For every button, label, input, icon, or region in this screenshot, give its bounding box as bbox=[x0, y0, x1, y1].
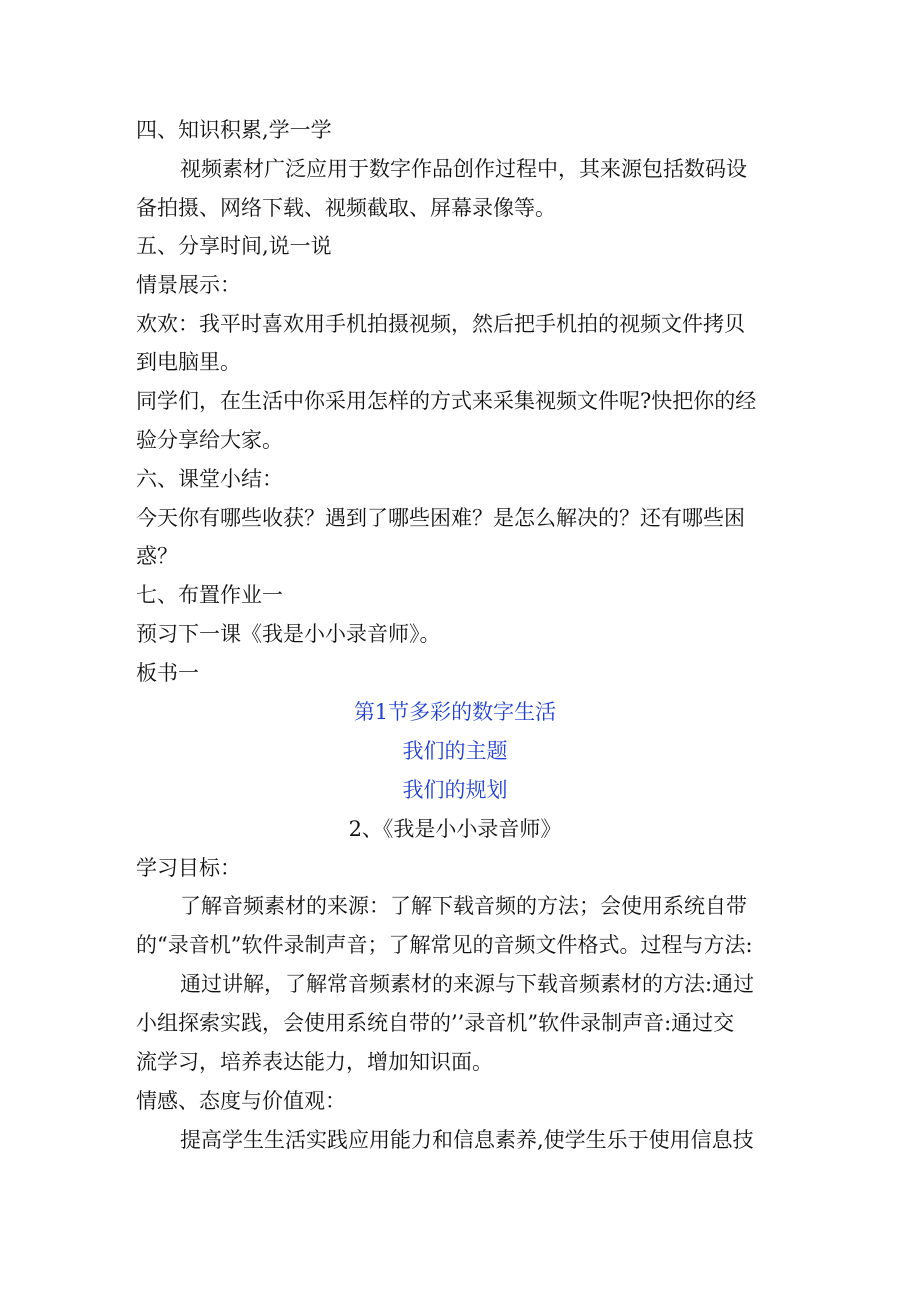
learning-goals-label: 学习目标： bbox=[136, 856, 241, 880]
emotion-attitude-values-label: 情感、态度与价值观： bbox=[136, 1089, 346, 1113]
goals-paragraph-2-line-2: 小组探索实践，会使用系统自带的’’录音机”软件录制声音:通过交 bbox=[136, 1011, 735, 1035]
goals-paragraph-1-line-1: 了解音频素材的来源：了解下载音频的方法；会使用系统自带 bbox=[180, 894, 747, 918]
section-6-paragraph-line-1: 今天你有哪些收获？遇到了哪些困难？是怎么解决的？还有哪些困 bbox=[136, 506, 745, 530]
section-4-paragraph-line-1: 视频素材广泛应用于数字作品创作过程中，其来源包括数码设 bbox=[180, 157, 747, 181]
section-5-paragraph-1-line-2: 到电脑里。 bbox=[136, 350, 241, 374]
board-line-1: 第1节多彩的数字生活 bbox=[353, 700, 557, 724]
section-6-heading: 六、课堂小结： bbox=[136, 467, 283, 491]
board-writing-heading: 板书一 bbox=[136, 661, 199, 685]
section-5-paragraph-2-line-2: 验分享给大家。 bbox=[136, 428, 283, 452]
section-4-paragraph-line-2: 备拍摄、网络下载、视频截取、屏幕录像等。 bbox=[136, 196, 556, 220]
section-7-heading: 七、布置作业一 bbox=[136, 583, 283, 607]
section-4-heading: 四、知识积累,学一学 bbox=[136, 118, 332, 142]
goals-paragraph-2-line-3: 流学习，培养表达能力，增加知识面。 bbox=[136, 1050, 493, 1074]
board-line-2: 我们的主题 bbox=[402, 739, 508, 763]
section-5-paragraph-2-line-1: 同学们，在生活中你采用怎样的方式来采集视频文件呢?快把你的经 bbox=[136, 389, 757, 413]
section-6-paragraph-line-2: 惑？ bbox=[136, 544, 178, 568]
board-line-3: 我们的规划 bbox=[402, 778, 508, 802]
section-7-paragraph: 预习下一课《我是小小录音师》。 bbox=[136, 622, 441, 646]
lesson-2-title: 2、《我是小小录音师》 bbox=[348, 817, 562, 841]
section-5-paragraph-1-line-1: 欢欢：我平时喜欢用手机拍摄视频，然后把手机拍的视频文件拷贝 bbox=[136, 312, 745, 336]
goals-paragraph-1-line-2: 的“录音机”软件录制声音；了解常见的音频文件格式。过程与方法: bbox=[136, 933, 753, 957]
goals-paragraph-2-line-1: 通过讲解，了解常音频素材的来源与下载音频素材的方法:通过 bbox=[180, 972, 755, 996]
scene-label: 情景展示： bbox=[136, 273, 241, 297]
section-5-heading: 五、分享时间,说一说 bbox=[136, 234, 332, 258]
emotion-paragraph-line-1: 提高学生生活实践应用能力和信息素养,使学生乐于使用信息技 bbox=[180, 1128, 754, 1152]
